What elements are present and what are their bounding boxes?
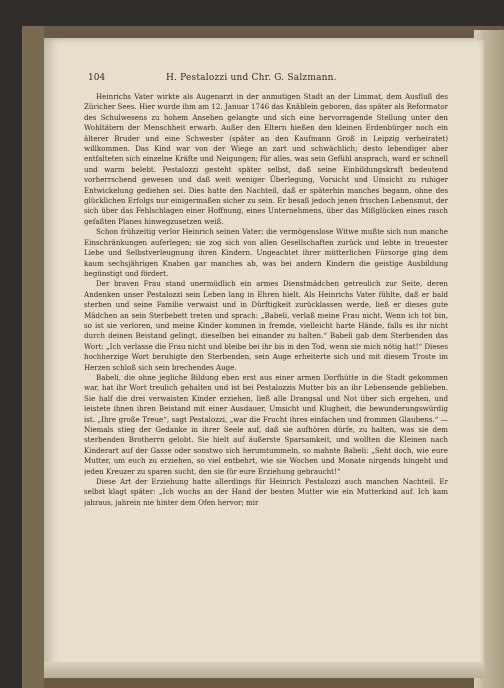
page-bottom-edge	[44, 662, 484, 678]
paragraph: Diese Art der Erziehung hatte allerdings für Heinrich Pestalozzi auch manchen Nachteil. Er selbst klagt später: „Ich wuchs an der Hand der besten Mutter wie ein Mutterkind auf. Ich kam jahraus, jahrein nie hinter dem Ofen hervor; mir	[84, 477, 448, 507]
book-spine	[22, 26, 44, 688]
paragraph: Schon frühzeitig verlor Heinrich seinen Vater; die vermögenslose Witwe mußte sich nun manche Einschränkungen auferlegen; sie zog sich von allen Gesellschaften zurück und lebte in treuester Liebe und Selbstverleugnung ihren Kindern. Ungeachtet ihrer mütterlichen Fürsorge ging dem kaum sechsjährigen Knaben gar manches ab, was bei andern Kindern die geistige Ausbildung begünstigt und fördert.	[84, 227, 448, 278]
paragraph: Heinrichs Vater wirkte als Augenarzt in der anmutigen Stadt an der Limmat, dem Ausfluß des Züricher Sees. Hier wurde ihm am 12. Januar 1746 das Knäblein geboren, das später als Reformator des Schulwesens zu hohem Ansehen gelangte und sich eine hervorragende Stellung unter den Wohltätern der Menschheit erwarb. Außer den Eltern hießen den kleinen Erdenbürger noch ein älterer Bruder und eine Schwester (später an den Kaufmann Groß in Leipzig verheiratet) willkommen. Das Kind war von der Wiege an zart und schwächlich; desto lebendiger aber entfalteten sich einzelne Kräfte und Neigungen; für alles, was sein Gefühl ansprach, ward er schnell und warm belebt. Pestalozzi gesteht später selbst, daß seine Einbildungskraft bedeutend vorherrschend gewesen und daß weit weniger Überlegung, Vorsicht und Umsicht zu ruhiger Entwickelung gediehen sei. Dies hatte den Nachteil, daß er späterhin manches begann, ohne des glücklichen Erfolgs nur einigermaßen sicher zu sein. Er besaß jedoch jenen frischen Lebensmut, der sich über das Fehlschlagen einer Hoffnung, eines Unternehmens, über das Mißglücken eines rasch gefaßten Planes hinwegzusetzen weiß.	[84, 92, 448, 226]
page-number: 104	[88, 73, 106, 83]
page-header	[88, 73, 440, 87]
body-text	[84, 92, 448, 632]
running-title: H. Pestalozzi und Chr. G. Salzmann.	[166, 73, 337, 83]
paragraph: Babeli, die ohne jegliche Bildung eben erst aus einer armen Dorfhütte in die Stadt gekommen war, hat ihr Wort treulich gehalten und ist bei Pestalozzis Mutter bis an ihr Lebensende geblieben. Sie half die drei verwaisten Kinder erziehen, ließ alle Drangsal und Not über sich ergehen, und leistete ihnen ihren Beistand mit einer Ausdauer, Umsicht und Klugheit, die bewunderungswürdig ist. „Ihre große Treue“, sagt Pestalozzi, „war die Frucht ihres einfachen und frommen Glaubens.“ — Niemals stieg der Gedanke in ihrer Seele auf, daß sie aufhören dürfe, zu halten, was sie dem sterbenden Brotherrn gelobt. Sie hielt auf äußerste Sparsamkeit, und wollten die Kleinen nach Kinderart auf der Gasse oder sonstwo sich herumtummeln, so mahnte Babeli: „Seht doch, wie eure Mutter, um euch zu erziehen, so viel entbehrt, wie sie Wochen und Monate nirgends hingeht und jeden Kreuzer zu sparen sucht, den sie für eure Erziehung gebraucht!“	[84, 372, 448, 476]
paragraph: Der braven Frau stand unermüdlich ein armes Dienstmädchen getreulich zur Seite, deren Andenken unser Pestalozzi sein Leben lang in Ehren hielt. Als Heinrichs Vater fühlte, daß er bald sterben und seine Familie verwaist und in Dürftigkeit zurücklassen werde, ließ er dieses gute Mädchen an sein Sterbebett treten und sprach: „Babeli, verlaß meine Frau nicht. Wenn ich tot bin, so ist sie verloren, und meine Kinder kommen in fremde, vielleicht harte Hände, falls es ihr nicht durch deinen Beistand gelingt, dieselben bei einander zu halten.“ Babeli gab dem Sterbenden das Wort: „Ich verlasse die Frau nicht und bleibe bei ihr bis in den Tod, wenn sie mich nötig hat!“ Dieses hochherzige Wort beruhigte den Sterbenden, sein Auge erheiterte sich und mit diesem Troste im Herzen schloß sich sein brechendes Auge.	[84, 279, 448, 372]
